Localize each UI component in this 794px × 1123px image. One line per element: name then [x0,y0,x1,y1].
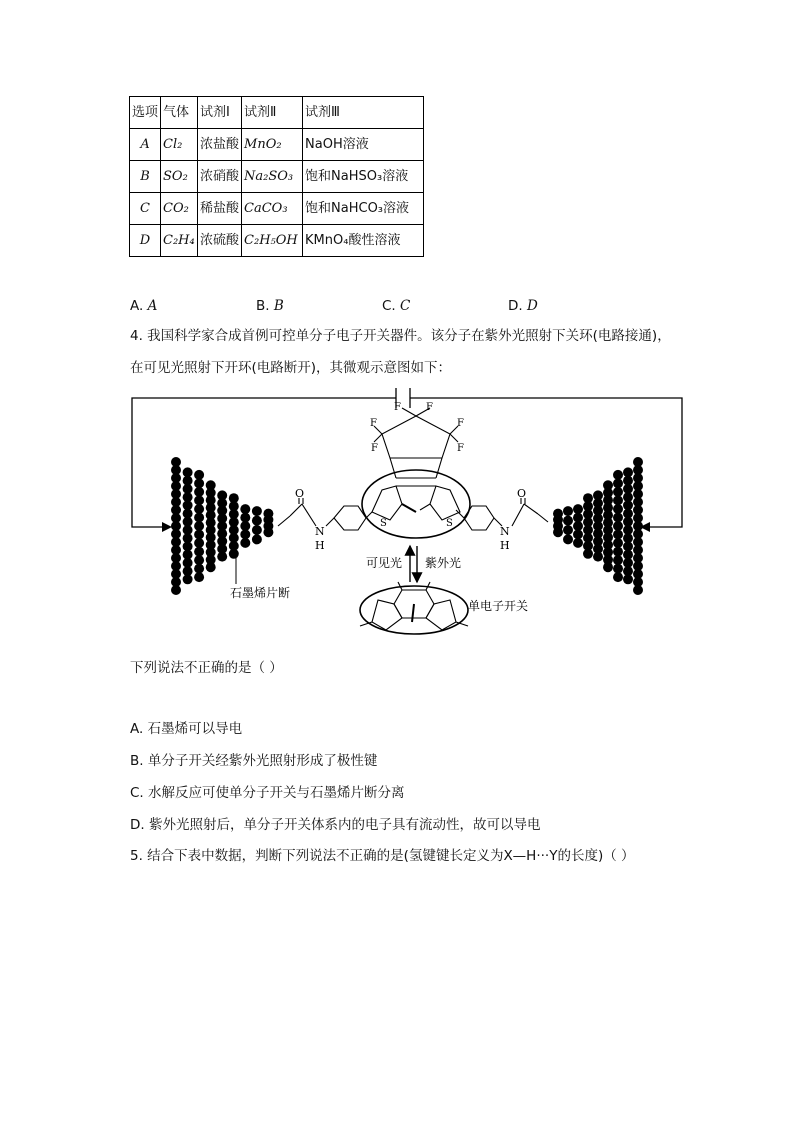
q5-stem: 5. 结合下表中数据，判断下列说法不正确的是(氢键键长定义为X—H···Y的长度)（ ） [130,848,635,864]
table-cell: D [130,225,161,257]
atom-f: F [457,443,464,454]
table-row [130,129,424,161]
graphene-dot [613,495,623,505]
graphene-dot [229,549,239,559]
graphene-dot [563,534,573,544]
atom-f: F [426,402,433,413]
header-cell: 试剂Ⅲ [303,97,424,129]
graphene-dot [194,547,204,557]
table-cell: 稀盐酸 [198,193,242,225]
single-electron-switch-label: 单电子开关 [468,599,529,613]
switch-core-open [362,408,470,538]
option-value: C [400,298,411,314]
option-value: B [273,298,284,314]
graphene-dot [563,506,573,516]
graphene-dot [252,506,262,516]
graphene-dot [240,504,250,514]
table-header-row [130,97,424,129]
option-value: D [526,298,538,314]
option-label: D. [508,298,523,314]
q4-option-c[interactable]: C. 水解反应可使单分子开关与石墨烯片断分离 [130,785,405,801]
table-cell: 饱和NaHCO₃溶液 [303,193,424,225]
q3-option-c[interactable] [382,298,410,314]
q3-option-d[interactable] [508,298,538,314]
atom-n-right: N [500,525,510,538]
graphene-dot [583,549,593,559]
table-cell: CO₂ [161,193,198,225]
graphene-cluster-right [553,457,643,595]
q3-option-b[interactable] [256,298,284,314]
reagent-table [129,96,424,257]
table-cell: C₂H₄ [161,225,198,257]
graphene-dot [194,495,204,505]
option-value: A [147,298,158,314]
graphene-dot [613,547,623,557]
table-cell: NaOH溶液 [303,129,424,161]
graphene-dot [194,564,204,574]
graphene-dot [194,572,204,582]
graphene-dot [593,552,603,562]
graphene-dot [623,574,633,584]
q4-option-d[interactable]: D. 紫外光照射后，单分子开关体系内的电子具有流动性，故可以导电 [130,817,541,833]
graphene-dot [633,585,643,595]
graphene-dot [563,516,573,526]
header-cell: 气体 [161,97,198,129]
graphene-dot [252,534,262,544]
header-cell: 试剂Ⅱ [242,97,303,129]
graphene-dot [194,555,204,565]
atom-f: F [371,443,378,454]
table-cell: CaCO₃ [242,193,303,225]
equilibrium-arrows-icon [410,546,417,582]
graphene-dot [573,504,583,514]
amide-linker-right [494,498,548,526]
atom-f: F [370,418,377,429]
switch-core-closed [360,582,468,634]
header-cell: 选项 [130,97,161,129]
table-row [130,193,424,225]
table-cell: B [130,161,161,193]
table-cell: SO₂ [161,161,198,193]
q3-option-a[interactable] [130,298,157,314]
table-cell: 浓盐酸 [198,129,242,161]
graphene-dot [613,538,623,548]
graphene-dot [613,572,623,582]
q4-prompt: 下列说法不正确的是（ ） [130,660,283,676]
graphene-dot [603,562,613,572]
table-cell: C [130,193,161,225]
graphene-dot [240,538,250,548]
graphene-dot [573,538,583,548]
graphene-dot [553,527,563,537]
amide-linker-left [278,498,334,526]
graphene-dot [217,552,227,562]
molecular-switch-figure [120,386,700,636]
graphene-dot [252,516,262,526]
table-cell: 饱和NaHSO₃溶液 [303,161,424,193]
uv-light-label: 紫外光 [425,556,462,570]
table-cell: Na₂SO₃ [242,161,303,193]
table-cell: Cl₂ [161,129,198,161]
graphene-dot [194,538,204,548]
graphene-dot [171,585,181,595]
option-label: C. [382,298,396,314]
graphene-cluster-left [171,457,273,595]
graphene-dot [252,525,262,535]
option-label: B. [256,298,270,314]
visible-light-label: 可见光 [365,556,402,570]
table-row [130,161,424,193]
graphene-dot [206,562,216,572]
atom-h-right: H [500,539,510,552]
graphene-label: 石墨烯片断 [230,586,291,600]
table-cell: KMnO₄酸性溶液 [303,225,424,257]
q4-option-b[interactable]: B. 单分子开关经紫外光照射形成了极性键 [130,753,378,769]
atom-o-left: O [295,487,305,500]
atom-n-left: N [315,525,325,538]
table-row [130,225,424,257]
graphene-dot [194,487,204,497]
atom-s: S [446,518,453,529]
q4-stem-line1: 4. 我国科学家合成首例可控单分子电子开关器件。该分子在紫外光照射下关环(电路接通)， [130,328,671,344]
table-cell: MnO₂ [242,129,303,161]
graphene-dot [183,574,193,584]
option-label: A. [130,298,144,314]
graphene-dot [563,525,573,535]
table-cell: 浓硫酸 [198,225,242,257]
graphene-dot [194,470,204,480]
atom-s: S [380,518,387,529]
atom-h-left: H [315,539,325,552]
atom-f: F [457,418,464,429]
table-cell: 浓硝酸 [198,161,242,193]
q4-option-a[interactable]: A. 石墨烯可以导电 [130,721,243,737]
table-cell: A [130,129,161,161]
phenyl-ring-right [456,506,494,530]
graphene-dot [613,555,623,565]
graphene-dot [613,487,623,497]
graphene-dot [613,470,623,480]
atom-f: F [394,402,401,413]
graphene-dot [263,527,273,537]
graphene-dot [613,478,623,488]
table-cell: C₂H₅OH [242,225,303,257]
header-cell: 试剂Ⅰ [198,97,242,129]
graphene-dot [194,478,204,488]
graphene-dot [613,564,623,574]
atom-o-right: O [517,487,527,500]
q4-stem-line2: 在可见光照射下开环(电路断开)，其微观示意图如下： [130,360,452,376]
